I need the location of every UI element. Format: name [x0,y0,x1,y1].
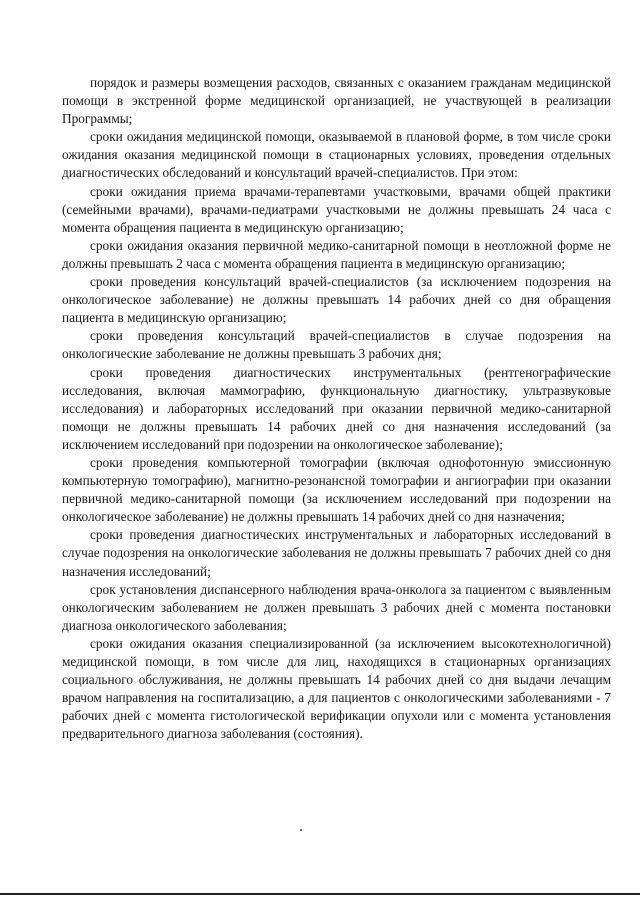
paragraph: сроки проведения диагностических инструментальных (рентгенографические исследования, включая маммографию, функциональную диагностику, ультразвуковые исследования) и лабораторных исследований при оказании первичной медико-санитарной помощи не должны превышать 14 рабочих дней со дня назначения исследований (за исключением исследований при подозрении на онкологическое заболевание); [62,364,611,452]
paragraph: порядок и размеры возмещения расходов, связанных с оказанием гражданам медицинской помощи в экстренной форме медицинской организацией, не участвующей в реализации Программы; [62,75,611,127]
document-body [62,74,611,743]
paragraph: сроки проведения консультаций врачей-специалистов (за исключением подозрения на онкологическое заболевание) не должны превышать 14 рабочих дней со дня обращения пациента в медицинскую организацию; [62,274,611,326]
paragraph: сроки проведения диагностических инструментальных и лабораторных исследований в случае подозрения на онкологические заболевания не должны превышать 7 рабочих дней со дня назначения исследований; [62,527,611,579]
paragraph: сроки ожидания приема врачами-терапевтами участковыми, врачами общей практики (семейными врачами), врачами-педиатрами участковыми не должны превышать 24 часа с момента обращения пациента в медицинскую организацию; [62,183,611,235]
scan-speck [300,829,302,831]
paragraph: срок установления диспансерного наблюдения врача-онколога за пациентом с выявленным онкологическим заболеванием не должен превышать 3 рабочих дней с момента постановки диагноза онкологического заболевания; [62,581,611,633]
paragraph: сроки ожидания медицинской помощи, оказываемой в плановой форме, в том числе сроки ожидания оказания медицинской помощи в стационарных условиях, проведения отдельных диагностических обследований и консультаций врачей-специалистов. При этом: [62,129,611,181]
paragraph: сроки ожидания оказания специализированной (за исключением высокотехнологичной) медицинской помощи, в том числе для лиц, находящихся в стационарных организациях социального обслуживания, не должны превышать 14 рабочих дней со дня выдачи лечащим врачом направления на госпитализацию, а для пациентов с онкологическими заболеваниями - 7 рабочих дней с момента гистологической верификации опухоли или с момента установления предварительного диагноза заболевания (состояния). [62,635,611,742]
paragraph: сроки проведения компьютерной томографии (включая однофотонную эмиссионную компьютерную томографию), магнитно-резонансной томографии и ангиографии при оказании первичной медико-санитарной помощи (за исключением исследований при подозрении на онкологическое заболевание) не должны превышать 14 рабочих дней со дня назначения; [62,454,611,525]
paragraph: сроки проведения консультаций врачей-специалистов в случае подозрения на онкологические заболевание не должны превышать 3 рабочих дня; [62,328,611,362]
paragraph: сроки ожидания оказания первичной медико-санитарной помощи в неотложной форме не должны превышать 2 часа с момента обращения пациента в медицинскую организацию; [62,237,611,271]
page-bottom-edge [0,893,640,895]
